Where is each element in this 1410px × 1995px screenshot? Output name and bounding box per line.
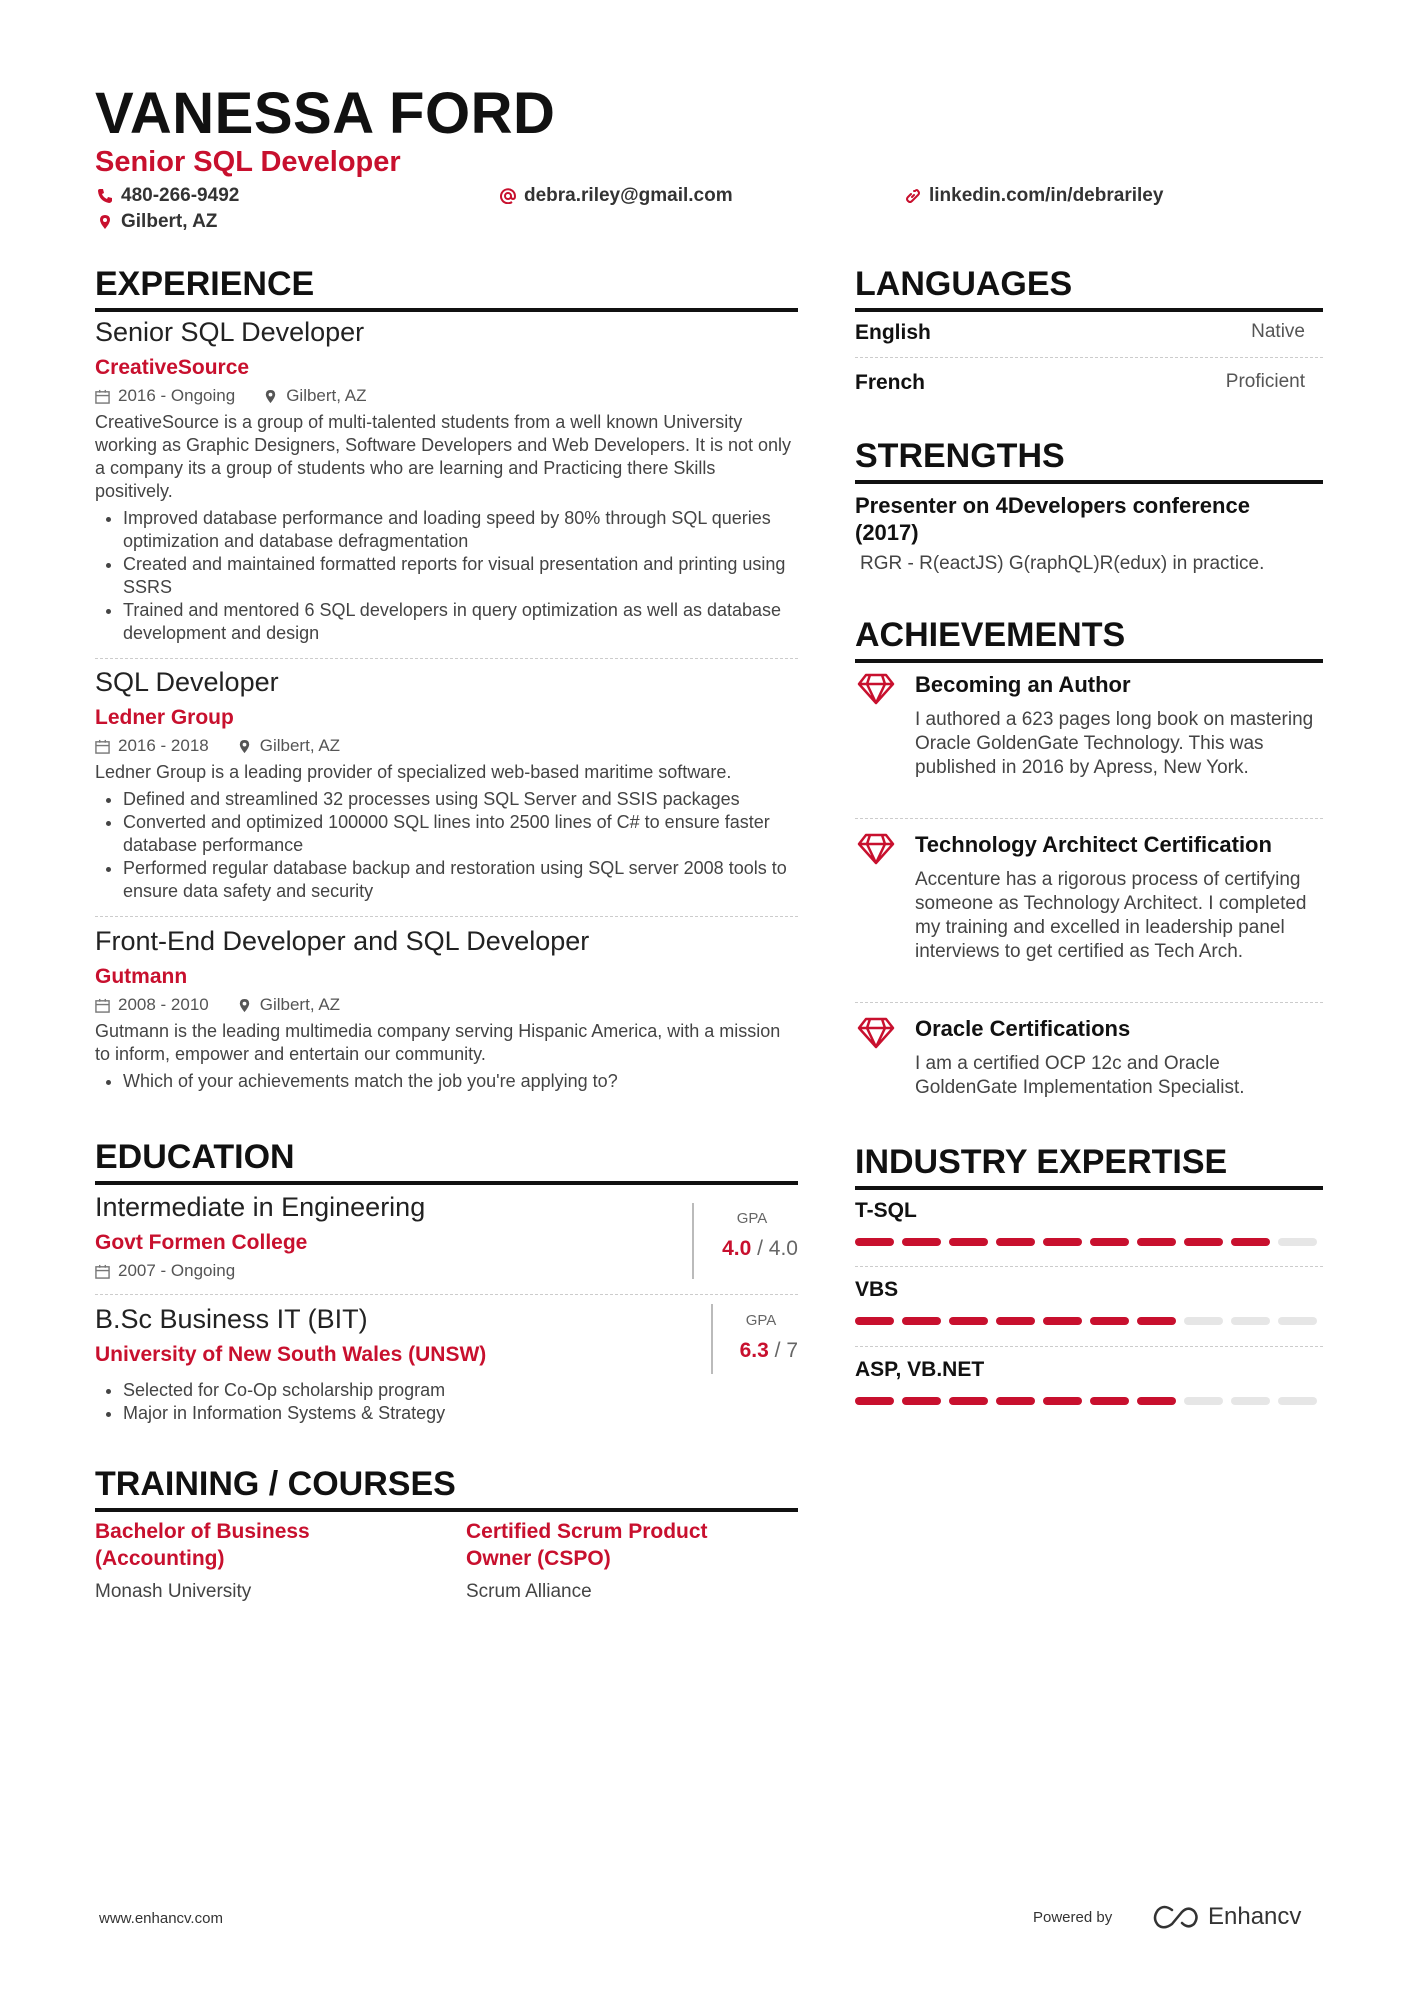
location-pin-icon xyxy=(237,739,252,754)
strengths-section-title: STRENGTHS xyxy=(855,437,1323,484)
skill-level-segment xyxy=(855,1238,894,1246)
job-location: Gilbert, AZ xyxy=(259,995,341,1014)
strength-item xyxy=(855,492,1323,576)
school-name: Govt Formen College xyxy=(95,1231,308,1254)
job-bullets xyxy=(95,507,798,645)
skill-level-segment xyxy=(1043,1238,1082,1246)
skill-level-segment xyxy=(855,1317,894,1325)
training-name xyxy=(95,1518,435,1572)
skill-level-segment xyxy=(1278,1317,1317,1325)
job-location: Gilbert, AZ xyxy=(259,736,341,755)
education-item xyxy=(95,1304,695,1425)
education-dates: 2007 - Ongoing xyxy=(118,1261,236,1280)
training-name-line: Certified Scrum Product xyxy=(466,1520,708,1543)
link-icon xyxy=(905,188,921,204)
divider xyxy=(855,818,1323,819)
company-name: CreativeSource xyxy=(95,356,250,379)
skill-level-segment xyxy=(1278,1238,1317,1246)
experience-item xyxy=(95,667,798,903)
degree-title: Intermediate in Engineering xyxy=(95,1192,426,1222)
achievement-body xyxy=(915,832,1320,964)
expertise-item xyxy=(855,1358,1323,1405)
divider xyxy=(855,1346,1323,1347)
expertise-item xyxy=(855,1199,1323,1246)
gpa-block xyxy=(706,1210,798,1261)
gpa-value: 4.0 / 4.0 xyxy=(722,1237,798,1260)
skill-level-segment xyxy=(1137,1397,1176,1405)
skill-name: T-SQL xyxy=(855,1199,917,1222)
job-description: Gutmann is the leading multimedia company serving Hispanic America, with a mission to inform, empower and entertain our community. xyxy=(95,1021,781,1064)
training-name-line: Owner (CSPO) xyxy=(466,1547,611,1570)
skill-level-segment xyxy=(996,1238,1035,1246)
skill-level-segment xyxy=(1231,1397,1270,1405)
training-org: Scrum Alliance xyxy=(466,1581,592,1602)
footer-powered-by: Powered by xyxy=(1033,1909,1113,1926)
calendar-icon xyxy=(95,389,110,404)
calendar-icon xyxy=(95,739,110,754)
skill-level-segment xyxy=(949,1397,988,1405)
language-item xyxy=(855,371,1305,395)
languages-section-title: LANGUAGES xyxy=(855,265,1323,312)
location-pin-icon xyxy=(237,998,252,1013)
diamond-icon xyxy=(857,1016,895,1050)
divider xyxy=(95,1294,798,1295)
language-name: French xyxy=(855,371,926,394)
job-bullet: • Created and maintained formatted reports for visual presentation and printing using SSRS xyxy=(123,553,798,599)
at-icon xyxy=(500,188,516,204)
divider xyxy=(95,916,798,917)
job-title: SQL Developer xyxy=(95,667,279,697)
experience-item xyxy=(95,317,798,645)
language-name: English xyxy=(855,321,931,344)
phone-contact[interactable] xyxy=(97,185,239,207)
company-name: Gutmann xyxy=(95,965,188,988)
education-bullet: • Selected for Co-Op scholarship program xyxy=(123,1379,695,1402)
job-dates: 2008 - 2010 xyxy=(118,995,209,1014)
skill-level-segment xyxy=(949,1317,988,1325)
skill-level-segment xyxy=(996,1397,1035,1405)
location-pin-icon xyxy=(263,389,278,404)
training-section-title: TRAINING / COURSES xyxy=(95,1465,798,1512)
education-bullet: • Major in Information Systems & Strategy xyxy=(123,1402,695,1425)
school-name: University of New South Wales (UNSW) xyxy=(95,1343,487,1366)
linkedin-contact[interactable] xyxy=(905,185,1163,207)
skill-level-segment xyxy=(902,1397,941,1405)
achievement-title: Becoming an Author xyxy=(915,672,1131,697)
linkedin-text: linkedin.com/in/debrariley xyxy=(929,185,1164,206)
gpa-separator xyxy=(692,1203,694,1279)
divider xyxy=(855,357,1323,358)
divider xyxy=(855,1266,1323,1267)
gpa-score: 4.0 xyxy=(722,1237,752,1260)
job-meta xyxy=(95,736,798,756)
achievement-description: Accenture has a rigorous process of certifying someone as Technology Architect. I completed my training and excelled in leadership panel interviews to get certified as Tech Arch. xyxy=(915,869,1307,962)
gpa-label: GPA xyxy=(745,1312,777,1329)
job-description: Ledner Group is a leading provider of specialized web-based maritime software. xyxy=(95,762,732,782)
skill-level-segment xyxy=(902,1317,941,1325)
divider xyxy=(95,658,798,659)
education-item xyxy=(95,1192,695,1281)
skill-level-bar xyxy=(855,1397,1323,1405)
language-level: Native xyxy=(1251,321,1305,342)
skill-level-segment xyxy=(1184,1397,1223,1405)
skill-level-segment xyxy=(1090,1317,1129,1325)
skill-level-segment xyxy=(996,1317,1035,1325)
strength-description: RGR - R(eactJS) G(raphQL)R(edux) in practice. xyxy=(860,553,1265,574)
skill-level-segment xyxy=(1137,1238,1176,1246)
job-bullet: • Converted and optimized 100000 SQL lines into 2500 lines of C# to ensure faster database performance xyxy=(123,811,798,857)
job-dates: 2016 - 2018 xyxy=(118,736,209,755)
training-name xyxy=(466,1518,806,1572)
job-bullet: • Trained and mentored 6 SQL developers in query optimization as well as database development and design xyxy=(123,599,798,645)
job-bullet: • Improved database performance and loading speed by 80% through SQL queries optimization and database defragmentation xyxy=(123,507,798,553)
skill-level-segment xyxy=(855,1397,894,1405)
candidate-name: VANESSA FORD xyxy=(95,81,556,146)
footer-brand[interactable]: Enhancv xyxy=(1208,1903,1302,1930)
email-text: debra.riley@gmail.com xyxy=(524,185,733,206)
training-name-line: (Accounting) xyxy=(95,1547,225,1570)
email-contact[interactable] xyxy=(500,185,733,207)
job-dates: 2016 - Ongoing xyxy=(118,386,236,405)
diamond-icon xyxy=(857,672,895,706)
expertise-item xyxy=(855,1278,1323,1325)
gpa-max: 4.0 xyxy=(768,1237,798,1260)
phone-text: 480-266-9492 xyxy=(121,185,240,206)
strength-title xyxy=(855,492,1323,546)
job-description: CreativeSource is a group of multi-talented students from a well known University working as Graphic Designers, Software Developers and Web Developers. It is not only a company its a group of students who are learning and Practicing there Skills positively. xyxy=(95,412,791,501)
gpa-block xyxy=(724,1312,798,1363)
location-contact xyxy=(97,211,217,233)
achievement-title: Oracle Certifications xyxy=(915,1016,1131,1041)
achievements-section-title: ACHIEVEMENTS xyxy=(855,616,1323,663)
language-item xyxy=(855,321,1305,345)
calendar-icon xyxy=(95,998,110,1013)
divider xyxy=(855,1002,1323,1003)
achievement-body xyxy=(915,672,1320,780)
company-name: Ledner Group xyxy=(95,706,234,729)
candidate-headline: Senior SQL Developer xyxy=(95,146,401,178)
education-section-title: EDUCATION xyxy=(95,1138,798,1185)
achievement-title: Technology Architect Certification xyxy=(915,832,1272,857)
phone-icon xyxy=(97,188,113,204)
job-title: Front-End Developer and SQL Developer xyxy=(95,926,590,956)
location-pin-icon xyxy=(97,214,113,230)
skill-name: ASP, VB.NET xyxy=(855,1358,985,1381)
skill-level-segment xyxy=(1090,1238,1129,1246)
diamond-icon xyxy=(857,832,895,866)
gpa-score: 6.3 xyxy=(739,1339,769,1362)
enhancv-logo-icon xyxy=(1152,1905,1200,1931)
achievement-body xyxy=(915,1016,1320,1100)
strength-title-line: Presenter on 4Developers conference xyxy=(855,493,1250,518)
training-name-line: Bachelor of Business xyxy=(95,1520,310,1543)
skill-level-segment xyxy=(949,1238,988,1246)
training-item xyxy=(95,1518,435,1603)
experience-item xyxy=(95,926,798,1093)
language-level: Proficient xyxy=(1225,371,1305,392)
job-bullet: • Which of your achievements match the job you're applying to? xyxy=(123,1070,798,1093)
gpa-separator xyxy=(711,1304,713,1374)
education-bullets xyxy=(95,1379,695,1425)
skill-level-segment xyxy=(1231,1238,1270,1246)
footer-website[interactable]: www.enhancv.com xyxy=(99,1910,223,1927)
skill-level-bar xyxy=(855,1317,1323,1325)
strength-title-line: (2017) xyxy=(855,520,919,545)
location-text: Gilbert, AZ xyxy=(121,211,218,232)
job-bullet: • Defined and streamlined 32 processes using SQL Server and SSIS packages xyxy=(123,788,798,811)
gpa-label: GPA xyxy=(736,1210,768,1227)
job-bullet: • Performed regular database backup and restoration using SQL server 2008 tools to ensure data safety and security xyxy=(123,857,798,903)
training-org: Monash University xyxy=(95,1581,252,1602)
education-meta xyxy=(95,1261,695,1281)
experience-section-title: EXPERIENCE xyxy=(95,265,798,312)
skill-level-segment xyxy=(1137,1317,1176,1325)
gpa-value: 6.3 / 7 xyxy=(739,1339,798,1362)
skill-level-segment xyxy=(1043,1317,1082,1325)
calendar-icon xyxy=(95,1264,110,1279)
skill-level-segment xyxy=(902,1238,941,1246)
job-meta xyxy=(95,386,798,406)
skill-level-segment xyxy=(1090,1397,1129,1405)
skill-level-segment xyxy=(1184,1238,1223,1246)
degree-title: B.Sc Business IT (BIT) xyxy=(95,1304,368,1334)
skill-level-segment xyxy=(1184,1317,1223,1325)
job-location: Gilbert, AZ xyxy=(286,386,367,405)
skill-level-bar xyxy=(855,1238,1323,1246)
training-item xyxy=(466,1518,806,1603)
gpa-max: 7 xyxy=(786,1339,798,1362)
skill-name: VBS xyxy=(855,1278,899,1301)
job-title: Senior SQL Developer xyxy=(95,317,365,347)
skill-level-segment xyxy=(1043,1397,1082,1405)
job-meta xyxy=(95,995,798,1015)
job-bullets xyxy=(95,1070,798,1093)
achievement-description: I am a certified OCP 12c and Oracle GoldenGate Implementation Specialist. xyxy=(915,1053,1245,1098)
job-bullets xyxy=(95,788,798,903)
skill-level-segment xyxy=(1278,1397,1317,1405)
achievement-description: I authored a 623 pages long book on mastering Oracle GoldenGate Technology. This was published in 2016 by Apress, New York. xyxy=(915,709,1314,778)
skill-level-segment xyxy=(1231,1317,1270,1325)
expertise-section-title: INDUSTRY EXPERTISE xyxy=(855,1143,1323,1190)
